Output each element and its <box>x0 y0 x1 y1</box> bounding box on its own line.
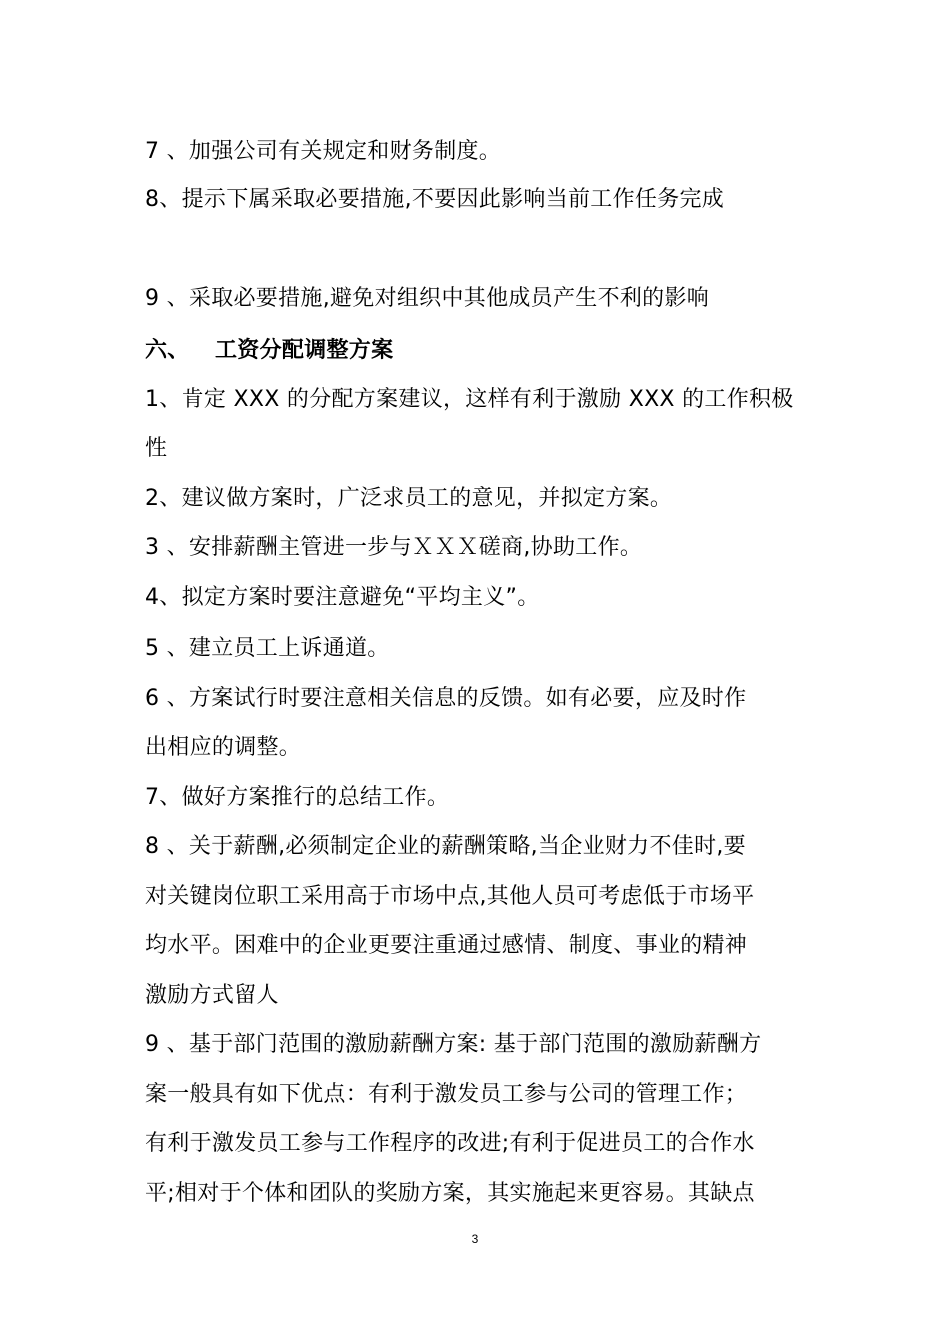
paragraph-line: 8 、关于薪酬,必须制定企业的薪酬策略,当企业财力不佳时,要 <box>145 834 746 859</box>
section-heading-number: 六、 <box>145 338 190 363</box>
paragraph-line: 性 <box>145 436 168 461</box>
paragraph-line: 6 、方案试行时要注意相关信息的反馈。如有必要，应及时作 <box>145 686 747 711</box>
page-number: 3 <box>471 1232 479 1246</box>
paragraph-line: 出相应的调整。 <box>145 735 302 760</box>
section-heading-title: 工资分配调整方案 <box>215 338 394 363</box>
paragraph-line: 7、做好方案推行的总结工作。 <box>145 785 450 810</box>
paragraph-line: 5 、建立员工上诉通道。 <box>145 636 390 661</box>
paragraph-line: 激励方式留人 <box>145 983 279 1008</box>
paragraph-line: 7 、加强公司有关规定和财务制度。 <box>145 139 502 164</box>
paragraph-line: 均水平。困难中的企业更要注重通过感情、制度、事业的精神 <box>145 933 748 958</box>
paragraph-line: 9 、采取必要措施,避免对组织中其他成员产生不利的影响 <box>145 286 710 311</box>
paragraph-line: 案一般具有如下优点：有利于激发员工参与公司的管理工作； <box>145 1082 748 1107</box>
paragraph-line: 9 、基于部门范围的激励薪酬方案: 基于部门范围的激励薪酬方 <box>145 1032 762 1057</box>
paragraph-line: 8、提示下属采取必要措施,不要因此影响当前工作任务完成 <box>145 187 725 212</box>
paragraph-line: 2、建议做方案时，广泛求员工的意见，并拟定方案。 <box>145 486 673 511</box>
paragraph-line: 4、拟定方案时要注意避免“平均主义”。 <box>145 585 540 610</box>
paragraph-line: 1、肯定 XXX 的分配方案建议，这样有利于激励 XXX 的工作积极 <box>145 387 794 412</box>
paragraph-line: 对关键岗位职工采用高于市场中点,其他人员可考虑低于市场平 <box>145 884 755 909</box>
paragraph-line: 有利于激发员工参与工作程序的改进;有利于促进员工的合作水 <box>145 1131 755 1156</box>
paragraph-line: 平;相对于个体和团队的奖励方案，其实施起来更容易。其缺点 <box>145 1181 755 1206</box>
paragraph-line: 3 、安排薪酬主管进一步与ＸＸＸ磋商,协助工作。 <box>145 535 643 560</box>
section-heading <box>145 336 393 366</box>
